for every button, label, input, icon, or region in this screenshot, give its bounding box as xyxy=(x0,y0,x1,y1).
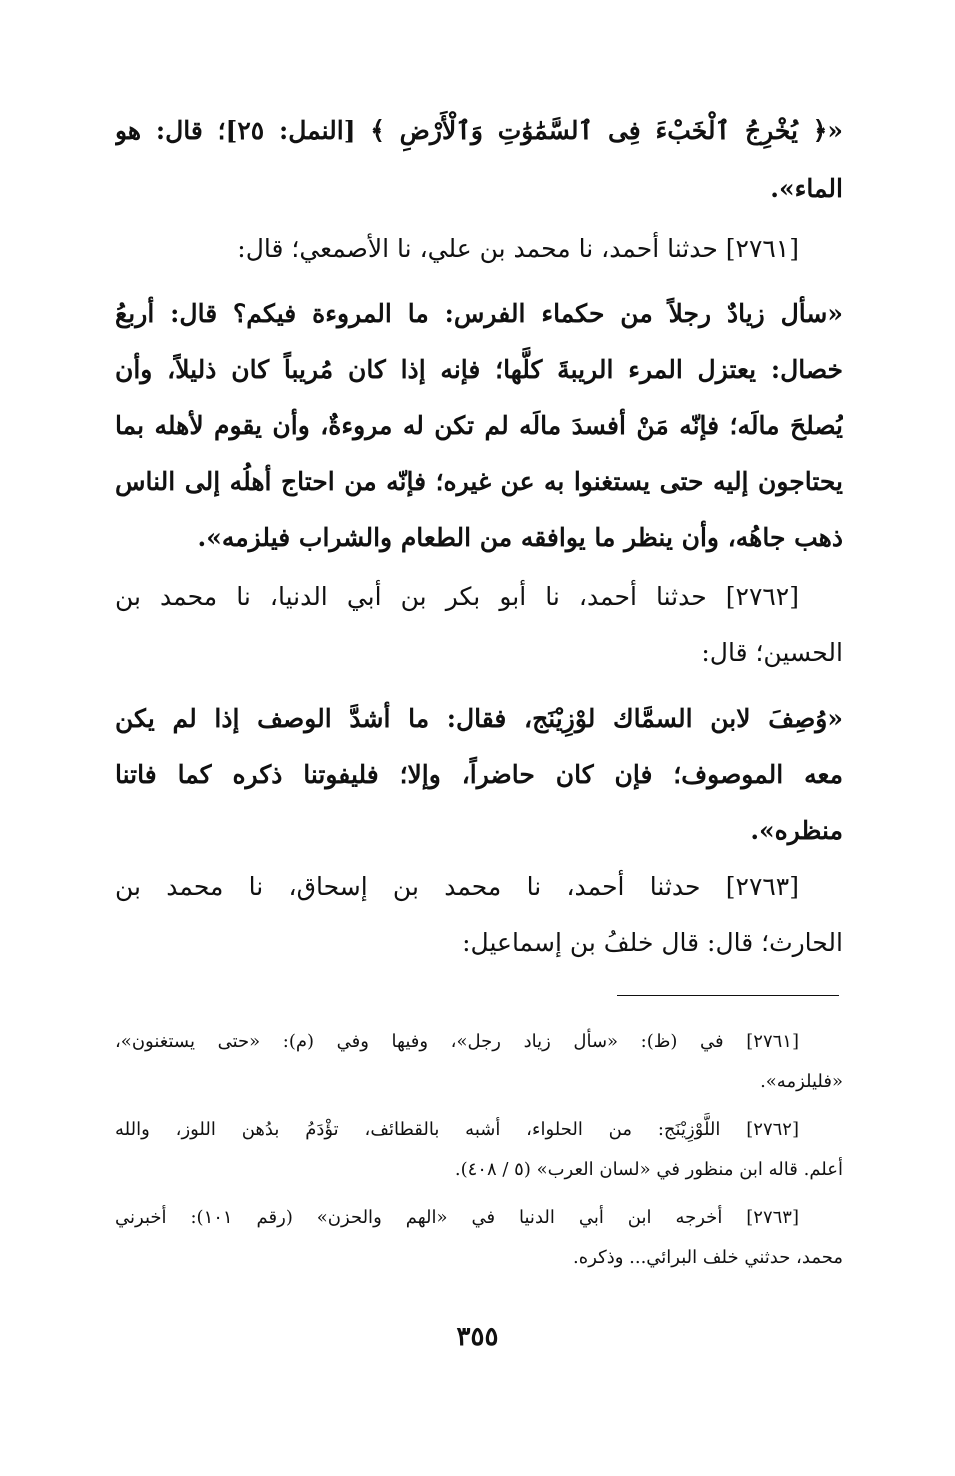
footnote-2761-line-1: [٢٧٦١] في (ظ): «سأل زياد رجل»، وفيها وفي (م): «حتى يستغنون»، xyxy=(115,1031,799,1052)
footnote-separator xyxy=(617,995,839,996)
footnote-2762-line-1: [٢٧٦٢] اللَّوْزِيْنَج: من الحلواء، أشبه بالقطائف، تؤْدَمُ بدُهن اللوز، والله xyxy=(115,1119,799,1140)
page-number: ٣٥٥ xyxy=(456,1322,499,1352)
text-2761-line-2: خصال: يعتزل المرء الريبةَ كلَّها؛ فإنه إذا كان مُريباً كان ذليلاً، وأن xyxy=(115,355,843,384)
footnote-2761-line-2: «فليلزمه». xyxy=(760,1071,843,1092)
verse-line-end: الماء». xyxy=(770,174,843,203)
text-2762-line-1: «وُصِفَ لابن السمَّاك لوْزِيْنَج، فقال: ما أشدَّ الوصف إذا لم يكن xyxy=(115,704,843,733)
footnote-2763-line-1: [٢٧٦٣] أخرجه ابن أبي الدنيا في «الهم والحزن» (رقم ١٠١): أخبرني xyxy=(115,1207,799,1228)
isnad-2762-line-2: الحسين؛ قال: xyxy=(701,638,843,667)
footnote-2762-line-2: أعلم. قاله ابن منظور في «لسان العرب» (٥ / ٤٠٨). xyxy=(454,1159,843,1180)
isnad-2763-line-1: [٢٧٦٣] حدثنا أحمد، نا محمد بن إسحاق، نا محمد بن xyxy=(115,872,799,901)
text-2761-line-5: ذهب جاهُه، وأن ينظر ما يوافقه من الطعام والشراب فيلزمه». xyxy=(197,523,843,552)
footnote-2763-line-2: محمد، حدثني خلف البرائي... وذكره. xyxy=(573,1247,843,1268)
text-2761-line-1: «سأل زيادٌ رجلاً من حكماء الفرس: ما المروءة فيكم؟ قال: أربعُ xyxy=(115,299,843,328)
quran-verse-line: «﴿ يُخْرِجُ ٱلْخَبْءَ فِى ٱلسَّمَٰوَٰتِ وَٱلْأَرْضِ ﴾ [النمل: ٢٥]؛ قال: هو xyxy=(115,116,843,145)
isnad-2761: [٢٧٦١] حدثنا أحمد، نا محمد بن علي، نا الأصمعي؛ قال: xyxy=(237,234,799,263)
isnad-2762-line-1: [٢٧٦٢] حدثنا أحمد، نا أبو بكر بن أبي الدنيا، نا محمد بن xyxy=(115,582,799,611)
text-2761-line-4: يحتاجون إليه حتى يستغنوا به عن غيره؛ فإنّه من احتاج أهلُه إلى الناس xyxy=(115,467,843,496)
text-2762-line-3: منظره». xyxy=(750,816,843,845)
isnad-2763-line-2: الحارث؛ قال: قال خلفُ بن إسماعيل: xyxy=(462,928,843,957)
text-2761-line-3: يُصلحَ مالَه؛ فإنّه مَنْ أفسدَ مالَه لم تكن له مروءةٌ، وأن يقوم لأهله بما xyxy=(115,411,843,440)
text-2762-line-2: معه الموصوف؛ فإن كان حاضراً، وإلا؛ فليفوتنا ذكره كما فاتنا xyxy=(115,760,843,789)
